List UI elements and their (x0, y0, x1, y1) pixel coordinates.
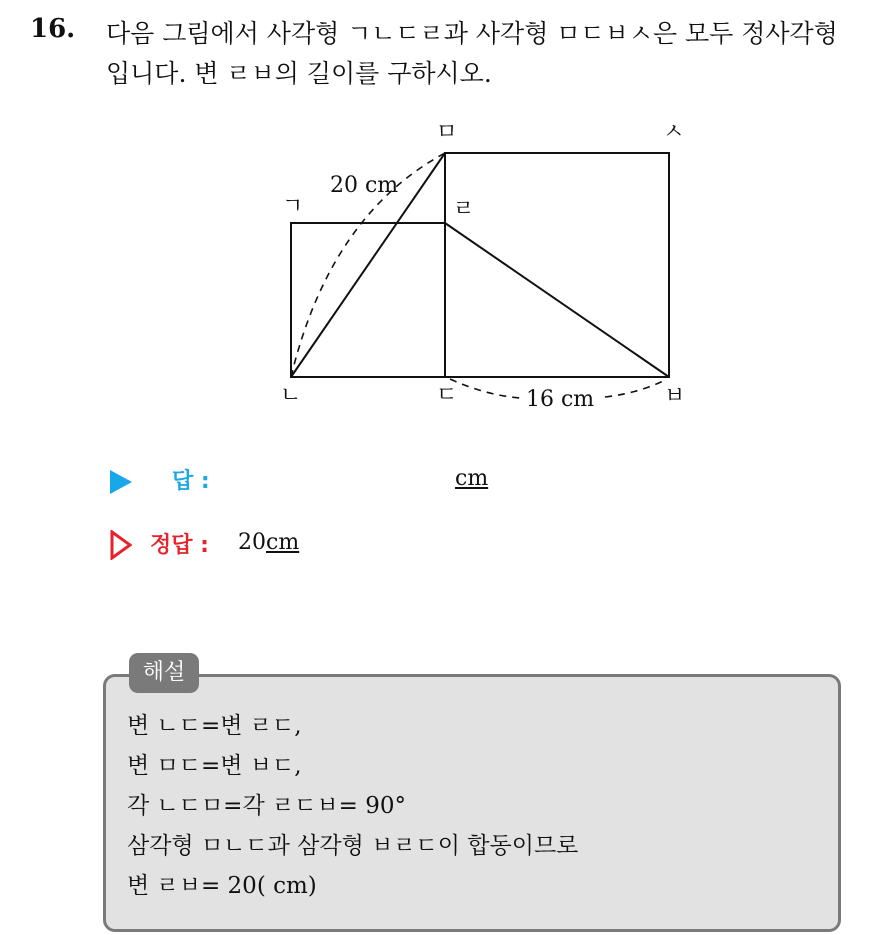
label-mieum: ㅁ (436, 120, 458, 145)
label-siot: ㅅ (663, 120, 685, 145)
question-line-2: 입니다. 변 ㄹㅂ의 길이를 구하시오. (106, 59, 492, 88)
outline-arrow-icon (110, 530, 132, 560)
correct-answer-label: 정답 : (150, 533, 209, 558)
explanation-line: 삼각형 ㅁㄴㄷ과 삼각형 ㅂㄹㄷ이 합동이므로 (127, 833, 579, 859)
dimension-diagonal: 20 cm (330, 173, 399, 198)
answer-label: 답 : (172, 469, 210, 494)
question-text (106, 14, 866, 94)
label-nieun: ㄴ (280, 383, 302, 408)
explanation-line: 변 ㄴㄷ=변 ㄹㄷ, (127, 713, 302, 739)
label-bieup: ㅂ (664, 384, 686, 409)
explanation-line: 변 ㄹㅂ= 20( cm) (127, 873, 317, 899)
square-mieum-digeut-bieup-siot (445, 153, 669, 377)
play-arrow-icon (110, 470, 132, 494)
question-line-1: 다음 그림에서 사각형 ㄱㄴㄷㄹ과 사각형 ㅁㄷㅂㅅ은 모두 정사각형 (106, 19, 838, 48)
correct-answer-value (238, 530, 299, 555)
geometry-figure (270, 115, 710, 415)
dimension-bottom: 16 cm (526, 387, 595, 412)
explanation-line: 변 ㅁㄷ=변 ㅂㄷ, (127, 753, 302, 779)
answer-unit: cm (455, 466, 489, 491)
explanation-text (127, 706, 578, 906)
correct-answer-unit: cm (266, 530, 300, 555)
segment-rieul-bieup (445, 223, 669, 377)
dashed-arc-bottom-right (605, 379, 667, 397)
dashed-arc-bottom-left (450, 379, 520, 398)
question-number: 16. (30, 14, 76, 44)
explanation-tab: 해설 (129, 653, 199, 693)
explanation-line: 각 ㄴㄷㅁ=각 ㄹㄷㅂ= 90° (127, 793, 406, 819)
label-digeut: ㄷ (436, 383, 458, 408)
square-giyeok-nieun-digeut-rieul (291, 223, 445, 377)
label-rieul: ㄹ (453, 197, 475, 222)
correct-answer-number: 20 (238, 530, 266, 555)
label-giyeok: ㄱ (282, 194, 304, 219)
